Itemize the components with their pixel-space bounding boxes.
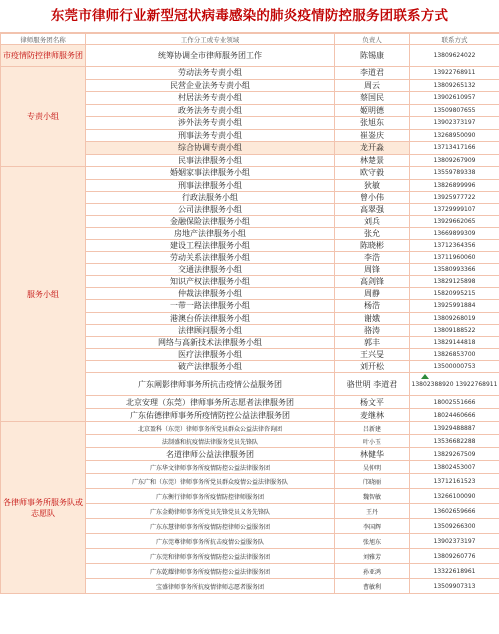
person-cell: 曾小伟 <box>335 191 410 203</box>
phone-cell: 13809267909 <box>410 154 499 167</box>
person-cell: 吕新建 <box>335 422 410 435</box>
phone-cell: 13929488887 <box>410 422 499 435</box>
work-cell: 婚姻家事法律服务小组 <box>86 167 335 180</box>
group-name-cell: 各律师事务所服务队或志愿队 <box>1 422 86 594</box>
work-cell: 法制盛和抗疫情法律服务党员先锋队 <box>86 435 335 448</box>
person-cell: 邝晓丽 <box>335 474 410 489</box>
phone-cell: 13602659666 <box>410 504 499 519</box>
person-cell: 张旭东 <box>335 534 410 549</box>
phone-cell: 13922768911 <box>410 67 499 80</box>
person-cell: 郭丰 <box>335 336 410 348</box>
work-cell: 广东阐影律师事务所抗击疫情公益服务团 <box>86 373 335 396</box>
work-cell: 公司法律服务小组 <box>86 203 335 215</box>
work-cell: 金融保险法律服务小组 <box>86 215 335 227</box>
person-cell: 狄敏 <box>335 179 410 191</box>
person-cell: 龙开淼 <box>335 142 410 155</box>
phone-cell: 13729999107 <box>410 203 499 215</box>
person-cell: 周静 <box>335 288 410 300</box>
phone-cell: 13829144818 <box>410 336 499 348</box>
phone-cell: 13509266300 <box>410 519 499 534</box>
person-cell: 李道君 <box>335 67 410 80</box>
phone-cell: 13829125898 <box>410 276 499 288</box>
phone-cell: 13500000753 <box>410 360 499 372</box>
table-row <box>1 45 499 67</box>
phone-cell: 13536682288 <box>410 435 499 448</box>
person-cell: 周云 <box>335 79 410 92</box>
person-cell: 陈晓彬 <box>335 239 410 251</box>
work-cell: 广东广和（东莞）律师事务所党员群众疫情公益法律服务队 <box>86 474 335 489</box>
table-row <box>1 167 499 180</box>
person-cell: 骆世明 李道君 <box>335 373 410 396</box>
person-cell: 高剑锋 <box>335 276 410 288</box>
person-cell: 李国辉 <box>335 519 410 534</box>
phone-cell: 13809268019 <box>410 312 499 324</box>
phone-cell: 13902610957 <box>410 92 499 105</box>
phone-cell: 13925991884 <box>410 300 499 312</box>
person-cell: 吴仲明 <box>335 461 410 474</box>
work-cell: 刑事法务专责小组 <box>86 129 335 142</box>
person-cell: 王丹 <box>335 504 410 519</box>
header-row <box>1 34 499 45</box>
phone-cell: 13669899309 <box>410 227 499 239</box>
work-cell: 广东佑德律师事务所疫情防控公益法律服务团 <box>86 409 335 422</box>
phone-cell: 13712161523 <box>410 474 499 489</box>
work-cell: 北京安理（东莞）律师事务所志愿者法律服务团 <box>86 396 335 409</box>
phone-cell: 13826853700 <box>410 348 499 360</box>
group-name-cell: 服务小组 <box>1 167 86 422</box>
table-row <box>1 67 499 80</box>
person-cell: 谢娥 <box>335 312 410 324</box>
work-cell: 法律顾问服务小组 <box>86 324 335 336</box>
phone-cell: 13809265132 <box>410 79 499 92</box>
header-person: 负责人 <box>335 34 410 45</box>
work-cell: 政务法务专责小组 <box>86 104 335 117</box>
person-cell: 杨浩 <box>335 300 410 312</box>
person-cell: 刘雅芳 <box>335 549 410 564</box>
person-cell: 高翠强 <box>335 203 410 215</box>
phone-cell: 13809260776 <box>410 549 499 564</box>
person-cell: 蔡国民 <box>335 92 410 105</box>
person-cell: 崔崟庆 <box>335 129 410 142</box>
phone-cell: 13809188522 <box>410 324 499 336</box>
person-cell: 陈锡康 <box>335 45 410 67</box>
group-name-cell: 市疫情防控律师服务团 <box>1 45 86 67</box>
work-cell: 统筹协调全市律师服务团工作 <box>86 45 335 67</box>
phone-cell: 13902373197 <box>410 117 499 130</box>
person-cell: 周锋 <box>335 264 410 276</box>
phone-cell: 13902373197 <box>410 534 499 549</box>
work-cell: 涉外法务专责小组 <box>86 117 335 130</box>
work-cell: 民营企业法务专责小组 <box>86 79 335 92</box>
phone-cell: 13713417166 <box>410 142 499 155</box>
sheet-title: 东莞市律师行业新型冠状病毒感染的肺炎疫情防控服务团联系方式 <box>0 0 499 33</box>
phone-cell: 13268950090 <box>410 129 499 142</box>
person-cell: 张旭东 <box>335 117 410 130</box>
phone-cell: 13559789338 <box>410 167 499 180</box>
work-cell: 广东金勤律师事务所党员先锋党员义务先锋队 <box>86 504 335 519</box>
phone-cell: 13580993366 <box>410 264 499 276</box>
person-cell: 叶小玉 <box>335 435 410 448</box>
work-cell: 广东莞和律师事务所疫情防控公益法律服务团 <box>86 549 335 564</box>
phone-cell: 18024460666 <box>410 409 499 422</box>
work-cell: 破产法律服务小组 <box>86 360 335 372</box>
person-cell: 孙亚鸿 <box>335 564 410 579</box>
work-cell: 北京盈科（东莞）律师事务所党员群众公益法律咨询团 <box>86 422 335 435</box>
person-cell: 张允 <box>335 227 410 239</box>
person-cell: 麦继林 <box>335 409 410 422</box>
phone-cell: 13809624022 <box>410 45 499 67</box>
phone-cell: 13322618961 <box>410 564 499 579</box>
phone-cell: 13509907313 <box>410 579 499 594</box>
work-cell: 广东乾耀律师事务所疫情防控公益法律服务团 <box>86 564 335 579</box>
person-cell: 林健华 <box>335 448 410 461</box>
header-work: 工作分工或专业领域 <box>86 34 335 45</box>
phone-cell: 13266100090 <box>410 489 499 504</box>
phone-cell: 13802453007 <box>410 461 499 474</box>
work-cell: 宝盛律师事务所抗疫情律师志愿者服务团 <box>86 579 335 594</box>
header-group: 律师服务团名称 <box>1 34 86 45</box>
work-cell: 一带一路法律服务小组 <box>86 300 335 312</box>
work-cell: 交通法律服务小组 <box>86 264 335 276</box>
work-cell: 民事法律服务小组 <box>86 154 335 167</box>
work-cell: 建设工程法律服务小组 <box>86 239 335 251</box>
work-cell: 网络与高新技术法律服务小组 <box>86 336 335 348</box>
table-body <box>1 45 499 594</box>
phone-cell: 13711960060 <box>410 252 499 264</box>
work-cell: 仲裁法律服务小组 <box>86 288 335 300</box>
phone-cell: 13802388920 13922768911 <box>410 373 499 396</box>
group-name-cell: 专责小组 <box>1 67 86 167</box>
phone-cell: 15820995215 <box>410 288 499 300</box>
work-cell: 知识产权法律服务小组 <box>86 276 335 288</box>
phone-cell: 13826899996 <box>410 179 499 191</box>
phone-cell: 13829267509 <box>410 448 499 461</box>
person-cell: 骆涛 <box>335 324 410 336</box>
person-cell: 欧守毅 <box>335 167 410 180</box>
phone-cell: 13712364356 <box>410 239 499 251</box>
work-cell: 行政法服务小组 <box>86 191 335 203</box>
person-cell: 魏智敏 <box>335 489 410 504</box>
person-cell: 刘开松 <box>335 360 410 372</box>
person-cell: 李浩 <box>335 252 410 264</box>
work-cell: 刑事法律服务小组 <box>86 179 335 191</box>
work-cell: 广东东慧律师事务所疫情防控律师公益服务团 <box>86 519 335 534</box>
cell-comment-marker <box>421 374 429 379</box>
phone-cell: 13509807655 <box>410 104 499 117</box>
work-cell: 港澳台侨法律服务小组 <box>86 312 335 324</box>
person-cell: 林楚景 <box>335 154 410 167</box>
work-cell: 综合协调专责小组 <box>86 142 335 155</box>
work-cell: 广东莞尊律师事务所抗击疫情公益服务队 <box>86 534 335 549</box>
work-cell: 广东衡行律师事务所疫情防控律师服务团 <box>86 489 335 504</box>
work-cell: 劳动关系法律服务小组 <box>86 252 335 264</box>
person-cell: 刘兵 <box>335 215 410 227</box>
person-cell: 姬明德 <box>335 104 410 117</box>
work-cell: 房地产法律服务小组 <box>86 227 335 239</box>
table-row <box>1 422 499 435</box>
work-cell: 村居法务专责小组 <box>86 92 335 105</box>
phone-cell: 13929662065 <box>410 215 499 227</box>
work-cell: 广东华文律师事务所疫情防控公益法律服务团 <box>86 461 335 474</box>
phone-cell: 13925977722 <box>410 191 499 203</box>
person-cell: 杨文平 <box>335 396 410 409</box>
person-cell: 曹敏利 <box>335 579 410 594</box>
person-cell: 王兴旻 <box>335 348 410 360</box>
header-phone: 联系方式 <box>410 34 499 45</box>
phone-cell: 18002551666 <box>410 396 499 409</box>
work-cell: 劳动法务专责小组 <box>86 67 335 80</box>
work-cell: 医疗法律服务小组 <box>86 348 335 360</box>
work-cell: 名道律师公益法律服务团 <box>86 448 335 461</box>
contact-table <box>0 33 499 594</box>
